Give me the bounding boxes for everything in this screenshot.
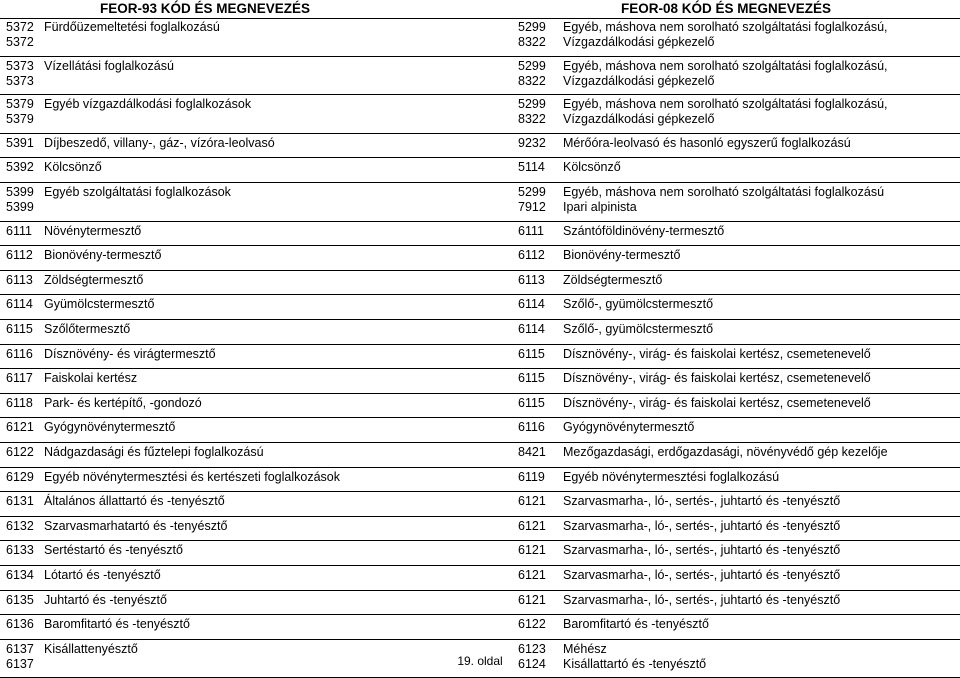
feor08-code: 6121 xyxy=(518,592,546,607)
feor08-code-cell xyxy=(518,494,560,509)
feor93-code-cell xyxy=(6,20,42,50)
feor93-name: Egyéb szolgáltatási foglalkozások xyxy=(44,185,231,199)
feor08-code-cell xyxy=(518,20,560,50)
feor08-code-cell xyxy=(518,297,560,312)
feor08-code-cell xyxy=(518,136,560,151)
feor93-code-cell xyxy=(6,519,42,534)
table-row xyxy=(0,418,960,443)
feor93-code-cell xyxy=(6,371,42,386)
feor93-code: 6111 xyxy=(6,223,32,238)
feor08-code-cell xyxy=(518,519,560,534)
feor08-code-cell xyxy=(518,543,560,558)
feor93-code-cell xyxy=(6,494,42,509)
feor93-name-cell xyxy=(44,185,231,200)
feor93-code-cell xyxy=(6,470,42,485)
feor08-code-cell xyxy=(518,371,560,386)
feor93-name-cell xyxy=(44,519,227,534)
feor08-code: 8421 xyxy=(518,445,546,459)
feor93-name-cell xyxy=(44,371,137,386)
feor93-code-cell xyxy=(6,322,42,337)
table-row xyxy=(0,591,960,616)
feor08-name: Dísznövény-, virág- és faiskolai kertész, csemetenevelő xyxy=(563,395,871,410)
feor08-code-cell xyxy=(518,445,560,460)
feor93-code: 6137 xyxy=(6,656,34,671)
feor93-name-cell xyxy=(44,297,154,312)
feor08-name: Gyógynövénytermesztő xyxy=(563,420,695,435)
feor08-name: Zöldségtermesztő xyxy=(563,272,663,287)
feor08-name: Mezőgazdasági, erdőgazdasági, növényvédő gép kezelője xyxy=(563,445,888,459)
feor93-name: Egyéb növénytermesztési és kertészeti foglalkozások xyxy=(44,469,340,484)
feor93-name-cell xyxy=(44,494,225,509)
feor93-name-cell xyxy=(44,420,175,435)
feor08-code-cell xyxy=(518,396,560,411)
feor93-code-cell xyxy=(6,248,42,263)
feor93-name: Kisállattenyésztő xyxy=(44,641,138,656)
table-header xyxy=(0,0,960,19)
feor08-code: 5299 xyxy=(518,97,546,112)
feor93-name-cell xyxy=(44,396,202,411)
feor93-code: 5373 xyxy=(6,58,34,73)
feor93-code: 5379 xyxy=(6,97,34,112)
feor93-code: 6112 xyxy=(6,248,33,263)
feor08-code: 5114 xyxy=(518,160,545,175)
feor93-code: 5373 xyxy=(6,73,34,88)
feor08-name: Egyéb, máshova nem sorolható szolgáltatási foglalkozású, xyxy=(563,97,888,112)
feor93-name: Dísznövény- és virágtermesztő xyxy=(44,346,216,361)
feor93-code: 6136 xyxy=(6,617,34,632)
feor93-name-cell xyxy=(44,136,275,151)
table-row xyxy=(0,57,960,96)
feor08-code-cell xyxy=(518,273,560,288)
feor93-name-cell xyxy=(44,347,216,362)
feor08-code: 8322 xyxy=(518,35,546,49)
feor08-name: Dísznövény-, virág- és faiskolai kertész, csemetenevelő xyxy=(563,346,871,361)
feor93-code-cell xyxy=(6,617,42,632)
feor08-name-cell xyxy=(563,297,713,312)
feor08-name-cell xyxy=(563,568,840,583)
feor93-code-cell xyxy=(6,224,42,239)
table-row xyxy=(0,158,960,183)
feor93-code: 6129 xyxy=(6,469,34,484)
feor93-code-cell xyxy=(6,297,42,312)
table-row xyxy=(0,295,960,320)
feor93-name-cell xyxy=(44,593,167,608)
feor08-code: 5299 xyxy=(518,58,546,73)
feor93-code-cell xyxy=(6,593,42,608)
feor08-code: 7912 xyxy=(518,200,546,214)
feor08-code: 6111 xyxy=(518,223,544,238)
feor93-code: 6121 xyxy=(6,420,34,435)
table-row xyxy=(0,183,960,222)
feor08-name-cell xyxy=(563,470,779,485)
feor93-code: 6132 xyxy=(6,518,34,533)
feor08-name: Szarvasmarha-, ló-, sertés-, juhtartó és -tenyésztő xyxy=(563,494,841,509)
feor93-name: Szarvasmarhatartó és -tenyésztő xyxy=(44,518,228,533)
feor93-code: 5399 xyxy=(6,185,34,199)
header-feor93: FEOR-93 KÓD ÉS MEGNEVEZÉS xyxy=(100,1,311,16)
feor08-name-cell xyxy=(563,185,884,215)
feor08-code: 6114 xyxy=(518,297,545,312)
feor93-code: 5399 xyxy=(6,200,34,214)
feor93-code: 6135 xyxy=(6,592,34,607)
feor93-name: Lótartó és -tenyésztő xyxy=(44,568,161,582)
table-row xyxy=(0,517,960,542)
feor08-name: Kölcsönző xyxy=(563,160,621,175)
feor08-name: Szarvasmarha-, ló-, sertés-, juhtartó és -tenyésztő xyxy=(563,592,841,607)
feor08-name: Baromfitartó és -tenyésztő xyxy=(563,617,709,632)
feor08-name-cell xyxy=(563,371,871,386)
table-row xyxy=(0,95,960,134)
feor08-code-cell xyxy=(518,420,560,435)
feor93-code: 5379 xyxy=(6,112,34,127)
feor93-name: Fürdőüzemeltetési foglalkozású xyxy=(44,20,220,34)
feor08-code: 6112 xyxy=(518,248,545,263)
feor08-name: Szarvasmarha-, ló-, sertés-, juhtartó és -tenyésztő xyxy=(563,543,841,558)
feor93-name: Nádgazdasági és fűztelepi foglalkozású xyxy=(44,445,264,459)
feor08-code: 6119 xyxy=(518,469,545,484)
feor08-name-cell xyxy=(563,494,840,509)
feor93-name: Díjbeszedő, villany-, gáz-, vízóra-leolvasó xyxy=(44,135,275,150)
feor93-code: 6118 xyxy=(6,395,33,410)
feor93-code: 5392 xyxy=(6,160,34,175)
feor93-name-cell xyxy=(44,543,183,558)
feor08-code: 8322 xyxy=(518,73,546,88)
feor93-name-cell xyxy=(44,20,220,35)
feor93-code-cell xyxy=(6,160,42,175)
feor93-code-cell xyxy=(6,568,42,583)
table-row xyxy=(0,566,960,591)
feor08-name-cell xyxy=(563,160,621,175)
feor08-code: 6121 xyxy=(518,543,546,558)
feor08-code-cell xyxy=(518,248,560,263)
feor08-name-cell xyxy=(563,593,840,608)
table-row xyxy=(0,615,960,640)
feor93-name: Kölcsönző xyxy=(44,160,102,175)
table-row xyxy=(0,345,960,370)
feor08-name: Szántóföldinövény-termesztő xyxy=(563,223,725,238)
feor93-code: 6113 xyxy=(6,272,33,287)
feor08-code: 6121 xyxy=(518,494,546,509)
feor93-name-cell xyxy=(44,273,143,288)
table-row xyxy=(0,492,960,517)
feor08-code-cell xyxy=(518,160,560,175)
feor93-code-cell xyxy=(6,136,42,151)
feor93-name-cell xyxy=(44,617,190,632)
feor93-code-cell xyxy=(6,396,42,411)
feor93-code: 6133 xyxy=(6,543,34,558)
feor93-name: Zöldségtermesztő xyxy=(44,272,144,287)
feor93-name: Park- és kertépítő, -gondozó xyxy=(44,395,202,410)
table-row xyxy=(0,222,960,247)
feor93-name: Szőlőtermesztő xyxy=(44,322,131,336)
feor08-name-cell xyxy=(563,97,888,127)
table-row xyxy=(0,246,960,271)
feor93-code-cell xyxy=(6,445,42,460)
feor08-name: Egyéb növénytermesztési foglalkozású xyxy=(563,469,780,484)
feor08-name-cell xyxy=(563,543,840,558)
feor08-name: Egyéb, máshova nem sorolható szolgáltatási foglalkozású, xyxy=(563,20,888,34)
feor08-name: Szőlő-, gyümölcstermesztő xyxy=(563,297,714,312)
feor93-name-cell xyxy=(44,224,141,239)
feor93-name: Egyéb vízgazdálkodási foglalkozások xyxy=(44,97,252,112)
feor08-name-cell xyxy=(563,224,724,239)
table-row xyxy=(0,134,960,159)
feor08-code-cell xyxy=(518,470,560,485)
feor08-name: Vízgazdálkodási gépkezelő xyxy=(563,112,715,127)
feor08-code: 6122 xyxy=(518,617,546,632)
feor93-name: Gyógynövénytermesztő xyxy=(44,420,176,435)
table-row xyxy=(0,394,960,419)
feor08-name: Dísznövény-, virág- és faiskolai kertész, csemetenevelő xyxy=(563,371,871,386)
feor08-code-cell xyxy=(518,224,560,239)
feor08-name: Szőlő-, gyümölcstermesztő xyxy=(563,322,714,336)
feor93-name-cell xyxy=(44,568,161,583)
feor08-code-cell xyxy=(518,593,560,608)
feor08-name-cell xyxy=(563,519,840,534)
feor08-code: 6121 xyxy=(518,518,546,533)
feor08-code: 6121 xyxy=(518,568,546,582)
table-row xyxy=(0,468,960,493)
feor08-code: 6115 xyxy=(518,395,545,410)
feor08-name: Egyéb, máshova nem sorolható szolgáltatási foglalkozású, xyxy=(563,58,888,73)
feor08-name-cell xyxy=(563,420,694,435)
feor08-code: 6114 xyxy=(518,322,545,336)
feor08-name-cell xyxy=(563,59,888,89)
feor08-code-cell xyxy=(518,568,560,583)
feor93-name: Általános állattartó és -tenyésztő xyxy=(44,494,225,509)
feor08-code-cell xyxy=(518,347,560,362)
feor93-code-cell xyxy=(6,97,42,127)
feor08-name-cell xyxy=(563,347,871,362)
feor93-name-cell xyxy=(44,248,161,263)
feor08-code: 5299 xyxy=(518,20,546,34)
feor93-name: Növénytermesztő xyxy=(44,223,142,238)
feor08-name-cell xyxy=(563,136,851,151)
feor08-name: Vízgazdálkodási gépkezelő xyxy=(563,73,715,88)
feor08-code: 9232 xyxy=(518,135,546,150)
feor93-name-cell xyxy=(44,445,264,460)
feor93-code: 5372 xyxy=(6,35,34,49)
feor93-name-cell xyxy=(44,59,174,74)
feor08-code-cell xyxy=(518,617,560,632)
feor08-code-cell xyxy=(518,59,560,89)
feor08-name: Vízgazdálkodási gépkezelő xyxy=(563,35,715,49)
table-row xyxy=(0,369,960,394)
feor08-name: Kisállattartó és -tenyésztő xyxy=(563,656,707,671)
feor08-name: Mérőóra-leolvasó és hasonló egyszerű foglalkozású xyxy=(563,135,851,150)
feor08-name-cell xyxy=(563,396,871,411)
feor93-name: Baromfitartó és -tenyésztő xyxy=(44,617,190,632)
feor08-name-cell xyxy=(563,20,888,50)
feor93-code: 6117 xyxy=(6,371,33,386)
feor93-name: Bionövény-termesztő xyxy=(44,248,162,263)
table-row xyxy=(0,271,960,296)
feor08-name-cell xyxy=(563,445,888,460)
feor93-name: Gyümölcstermesztő xyxy=(44,297,155,312)
feor93-name: Sertéstartó és -tenyésztő xyxy=(44,543,183,558)
feor93-name-cell xyxy=(44,160,102,175)
table-row xyxy=(0,320,960,345)
feor08-name-cell xyxy=(563,322,713,337)
feor93-name: Juhtartó és -tenyésztő xyxy=(44,592,167,607)
feor93-name: Faiskolai kertész xyxy=(44,371,138,386)
feor93-code: 6114 xyxy=(6,297,33,312)
feor08-code: 6116 xyxy=(518,420,545,435)
feor93-code-cell xyxy=(6,59,42,89)
feor93-code: 6131 xyxy=(6,494,34,509)
feor08-name-cell xyxy=(563,248,680,263)
feor93-code: 5372 xyxy=(6,20,34,34)
feor08-code: 6115 xyxy=(518,371,545,386)
feor08-name-cell xyxy=(563,617,709,632)
header-feor08: FEOR-08 KÓD ÉS MEGNEVEZÉS xyxy=(621,1,832,16)
table-row xyxy=(0,541,960,566)
feor08-name: Bionövény-termesztő xyxy=(563,248,681,263)
feor93-code-cell xyxy=(6,420,42,435)
feor08-code: 6123 xyxy=(518,641,546,656)
feor93-code: 6122 xyxy=(6,445,34,459)
feor93-code: 5391 xyxy=(6,135,34,150)
feor08-code-cell xyxy=(518,97,560,127)
feor93-code: 6137 xyxy=(6,641,34,656)
feor93-code-cell xyxy=(6,543,42,558)
feor08-code: 8322 xyxy=(518,112,546,127)
feor93-code-cell xyxy=(6,347,42,362)
feor93-name-cell xyxy=(44,470,340,485)
feor93-name-cell xyxy=(44,97,251,112)
feor93-code: 6115 xyxy=(6,322,33,336)
feor93-name: Vízellátási foglalkozású xyxy=(44,58,174,73)
table-row xyxy=(0,443,960,468)
feor08-name: Méhész xyxy=(563,641,607,656)
feor93-code: 6134 xyxy=(6,568,34,582)
feor08-code: 6124 xyxy=(518,656,546,671)
feor08-code: 6115 xyxy=(518,346,545,361)
feor08-code-cell xyxy=(518,322,560,337)
feor08-name: Ipari alpinista xyxy=(563,200,637,214)
page-number: 19. oldal xyxy=(457,654,503,668)
feor93-code-cell xyxy=(6,273,42,288)
feor08-name: Egyéb, máshova nem sorolható szolgáltatási foglalkozású xyxy=(563,185,885,199)
feor08-name-cell xyxy=(563,273,662,288)
table-row xyxy=(0,18,960,57)
feor08-name: Szarvasmarha-, ló-, sertés-, juhtartó és -tenyésztő xyxy=(563,568,841,582)
feor08-code-cell xyxy=(518,185,560,215)
feor93-code-cell xyxy=(6,185,42,215)
feor08-code: 5299 xyxy=(518,185,546,199)
feor08-name: Szarvasmarha-, ló-, sertés-, juhtartó és -tenyésztő xyxy=(563,518,841,533)
feor08-code: 6113 xyxy=(518,272,545,287)
feor93-code: 6116 xyxy=(6,346,33,361)
feor93-name-cell xyxy=(44,322,130,337)
